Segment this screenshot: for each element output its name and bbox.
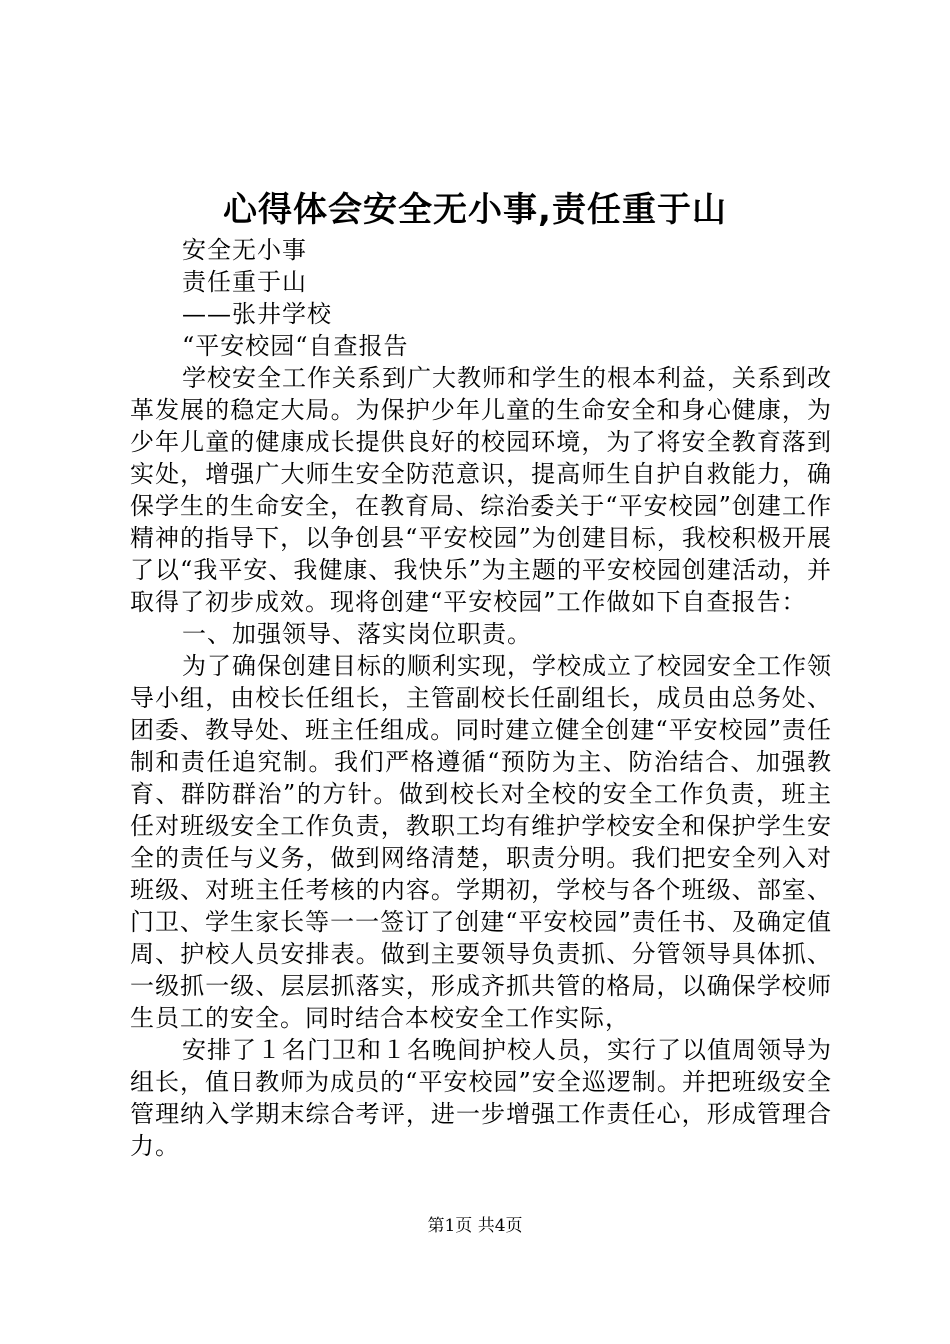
paragraph-report-title: “平安校园“自查报告 [182,332,409,360]
document-body [130,234,832,1162]
page-footer: 第1页 共4页 [427,1216,523,1236]
paragraph-heading-line-1: 安全无小事 [182,236,307,264]
paragraph-guards: 安排了１名门卫和１名晚间护校人员，实行了以值周领导为组长，值日教师为成员的“平安校园”安全巡逻制。并把班级安全管理纳入学期末综合考评，进一步增强工作责任心，形成管理合力。 [130,1036,832,1160]
paragraph-section-heading: 一、加强领导、落实岗位职责。 [182,620,532,648]
paragraph-leadership: 为了确保创建目标的顺利实现，学校成立了校园安全工作领导小组，由校长任组长，主管副校长任副组长，成员由总务处、团委、教导处、班主任组成。同时建立健全创建“平安校园”责任制和责任追究制。我们严格遵循“预防为主、防治结合、加强教育、群防群治”的方针。做到校长对全校的安全工作负责，班主任对班级安全工作负责，教职工均有维护学校安全和保护学生安全的责任与义务，做到网络清楚，职责分明。我们把安全列入对班级、对班主任考核的内容。学期初，学校与各个班级、部室、门卫、学生家长等一一签订了创建“平安校园”责任书、及确定值周、护校人员安排表。做到主要领导负责抓、分管领导具体抓、一级抓一级、层层抓落实，形成齐抓共管的格局，以确保学校师生员工的安全。同时结合本校安全工作实际， [130,652,832,1032]
paragraph-author: ——张井学校 [182,300,332,328]
paragraph-intro: 学校安全工作关系到广大教师和学生的根本利益，关系到改革发展的稳定大局。为保护少年儿童的生命安全和身心健康，为少年儿童的健康成长提供良好的校园环境，为了将安全教育落到实处，增强广大师生安全防范意识，提高师生自护自救能力，确保学生的生命安全，在教育局、综治委关于“平安校园”创建工作精神的指导下，以争创县“平安校园”为创建目标，我校积极开展了以“我平安、我健康、我快乐”为主题的平安校园创建活动，并取得了初步成效。现将创建“平安校园”工作做如下自查报告： [130,364,832,616]
document-title: 心得体会安全无小事,责任重于山 [223,190,727,230]
paragraph-heading-line-2: 责任重于山 [182,268,307,296]
